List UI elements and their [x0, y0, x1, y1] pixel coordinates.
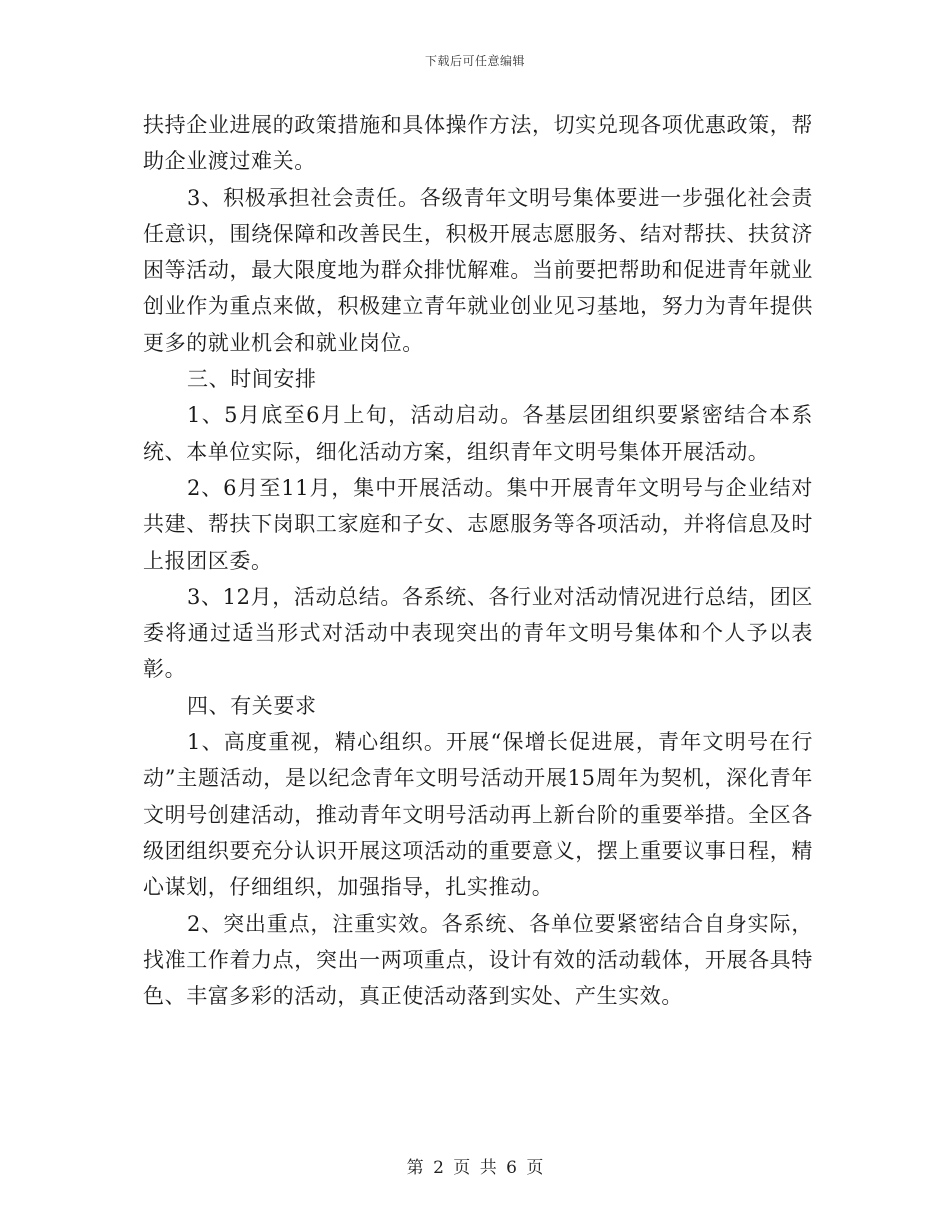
- page-number-footer: 第 2 页 共 6 页: [406, 1158, 544, 1178]
- paragraph-schedule-summary: 3、12月，活动总结。各系统、各行业对活动情况进行总结，团区委将通过适当形式对活动中表现突出的青年文明号集体和个人予以表彰。: [143, 584, 813, 682]
- document-body: [143, 107, 813, 1014]
- page-header-note: 下载后可任意编辑: [424, 54, 525, 68]
- section-heading-requirements: 四、有关要求: [187, 693, 317, 718]
- paragraph-requirement-focus: 2、突出重点，注重实效。各系统、各单位要紧密结合自身实际，找准工作着力点，突出一两项重点，设计有效的活动载体，开展各具特色、丰富多彩的活动，真正使活动落到实处、产生实效。: [143, 911, 813, 1009]
- paragraph-schedule-launch: 1、5月底至6月上旬，活动启动。各基层团组织要紧密结合本系统、本单位实际，细化活动方案，组织青年文明号集体开展活动。: [143, 403, 813, 464]
- paragraph-continuation: 扶持企业进展的政策措施和具体操作方法，切实兑现各项优惠政策，帮助企业渡过难关。: [143, 113, 813, 174]
- section-heading-schedule: 三、时间安排: [187, 367, 317, 392]
- paragraph-requirement-organize: 1、高度重视，精心组织。开展“保增长促进展，青年文明号在行动”主题活动，是以纪念青年文明号活动开展15周年为契机，深化青年文明号创建活动，推动青年文明号活动再上新台阶的重要举措。全区各级团组织要充分认识开展这项活动的重要意义，摆上重要议事日程，精心谋划，仔细组织，加强指导，扎实推动。: [143, 730, 813, 900]
- paragraph-social-responsibility: 3、积极承担社会责任。各级青年文明号集体要进一步强化社会责任意识，围绕保障和改善民生，积极开展志愿服务、结对帮扶、扶贫济困等活动，最大限度地为群众排忧解难。当前要把帮助和促进青年就业创业作为重点来做，积极建立青年就业创业见习基地，努力为青年提供更多的就业机会和就业岗位。: [143, 185, 813, 355]
- paragraph-schedule-activities: 2、6月至11月，集中开展活动。集中开展青年文明号与企业结对共建、帮扶下岗职工家庭和子女、志愿服务等各项活动，并将信息及时上报团区委。: [143, 475, 813, 573]
